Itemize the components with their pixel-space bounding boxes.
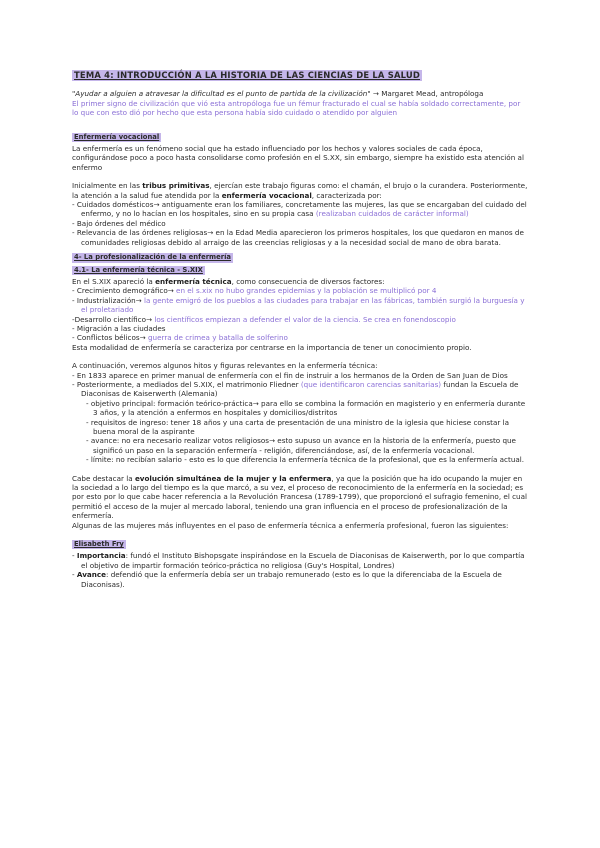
text-run: , ejercían este trabajo figuras como: el chamán, el brujo o la curandera. Posteriormente, la atención a la salud fue atendida por la [72, 181, 528, 200]
list-item: - Migración a las ciudades [72, 323, 166, 333]
list-item [72, 333, 528, 342]
list-item: - Relevancia de las órdenes religiosas→ en la Edad Media aparecieron los primeros hospitales, los que quedaron en manos de comunidades religiosas debido al arraigo de las creencias religiosas y a la necesidad social de mano de obra barata. [72, 228, 524, 247]
bold-term: enfermería técnica [155, 276, 232, 286]
text-run: Inicialmente en las [72, 181, 143, 191]
section-heading-vocacional: Enfermería vocacional [74, 132, 160, 141]
list-item [72, 286, 528, 295]
purple-note: guerra de crimea y batalla de solferino [147, 333, 288, 343]
purple-note: los científicos empiezan a defender el valor de la ciencia. Se crea en fonendoscopio [154, 314, 456, 324]
list-item: - Importancia: fundó el Instituto Bishopsgate inspirándose en la Escuela de Diaconisas de Kaiserwerth, por lo que compartía el objetivo de impartir formación teórico-práctica no religiosa (Guy's Hospital, Londres) [72, 551, 525, 570]
text-run: fundan la Escuela de Diaconisas de Kaiserwerth (Alemania) [81, 379, 519, 399]
list-item [72, 380, 528, 399]
page-title: TEMA 4: INTRODUCCIÓN A LA HISTORIA DE LAS CIENCIAS DE LA SALUD [74, 70, 421, 80]
quote-text: "Ayudar a alguien a atravesar la dificultad es el punto de partida de la civilización" [72, 89, 371, 99]
text-run: - Conflictos bélicos→ [72, 333, 148, 343]
prof-paragraph-1 [72, 277, 528, 286]
section-heading-fry: Elisabeth Fry [74, 540, 124, 549]
text-run: -Desarrollo científico→ [72, 314, 155, 324]
sub-list-item: - límite: no recibían salario - esto es lo que diferencia la enfermería técnica de la profesional, que es la enfermería actual. [86, 455, 525, 465]
bold-term: Importancia [76, 551, 126, 561]
bold-term: Avance [76, 570, 106, 580]
text-run: , como consecuencia de diversos factores: [231, 276, 385, 286]
purple-note: (que identificaron carencias sanitarias) [300, 379, 442, 389]
text-run: : defendió que la enfermería debía ser un trabajo remunerado (esto es lo que la diferenciaba de la Escuela de Diaconisas). [81, 570, 502, 589]
prof-paragraph-2: Esta modalidad de enfermería se caracteriza por centrarse en la importancia de tener un conocimiento propio. [72, 342, 472, 352]
list-item: - Bajo órdenes del médico [72, 218, 166, 228]
intro-quote [72, 89, 528, 98]
text-run: Cabe destacar la [72, 473, 135, 483]
text-run: : fundó el Instituto Bishopsgate inspirándose en la Escuela de Diaconisas de Kaiserwerth, por lo que compartía el objetivo de impartir formación teórico-práctica no religiosa (Guy's Hospital, Londres) [81, 551, 525, 570]
text-run: - Crecimiento demográfico→ [72, 286, 177, 296]
purple-note: en el s.xix no hubo grandes epidemias y la población se multiplicó por 4 [176, 286, 437, 296]
sub-list-item: - requisitos de ingreso: tener 18 años y una carta de presentación de una ministro de la iglesia que hiciese constar la buena moral de la aspirante [86, 417, 509, 436]
text-run: - Posteriormente, a mediados del S.XIX, el matrimonio Fliedner [72, 379, 301, 389]
vocacional-paragraph-2 [72, 181, 528, 200]
text-run: En el S.XIX apareció la [72, 276, 156, 286]
prof-paragraph-4 [72, 474, 528, 521]
purple-note: la gente emigró de los pueblos a las ciudades para trabajar en las fábricas, también surgió la burguesía y el proletariado [81, 295, 525, 315]
text-run: - Industrialización→ [72, 295, 144, 305]
list-item [72, 296, 528, 315]
quote-author: → Margaret Mead, antropóloga [370, 89, 484, 99]
sub-list-item: - avance: no era necesario realizar votos religiosos→ esto supuso un avance en la historia de la enfermería, puesto que significó un paso en la separación enfermería - religión, diferenciándose, así, de la enfermería vocacional. [86, 436, 516, 455]
prof-paragraph-5: Algunas de las mujeres más influyentes en el paso de enfermería técnica a enfermería profesional, fueron las siguientes: [72, 520, 509, 530]
purple-note: (realizaban cuidados de carácter informal) [315, 209, 469, 219]
list-item: - Avance: defendió que la enfermería debía ser un trabajo remunerado (esto es lo que la diferenciaba de la Escuela de Diaconisas). [72, 570, 502, 589]
subsection-heading-tecnica: 4.1- La enfermería técnica - S.XIX [74, 265, 203, 274]
list-item: - En 1833 aparece en primer manual de enfermería con el fin de instruir a los hermanos de la Orden de San Juan de Dios [72, 370, 508, 380]
sub-list-item: - objetivo principal: formación teórico-práctica→ para ello se combina la formación en magisterio y en enfermería durante 3 años, y la atención a enfermos en hospitales y domicilios/distritos [86, 398, 526, 418]
vocacional-paragraph-1: La enfermería es un fenómeno social que ha estado influenciado por los hechos y valores sociales de cada época, configurándose poco a poco hasta consolidarse como profesión en el S.XX, sin embargo, siempre ha existido esta atención al enfermo [72, 144, 524, 172]
text-run: - Cuidados domésticos→ antiguamente eran los familiares, concretamente las mujeres, las que se encargaban del cuidado del enfermo, y no lo hacían en los hospitales, sino en su propia casa [72, 200, 527, 219]
list-item [72, 200, 528, 219]
section-heading-profesionalizacion: 4- La profesionalización de la enfermería [74, 253, 232, 262]
text-run: , caracterizada por: [311, 190, 382, 200]
text-run: , ya que la posición que ha ido ocupando la mujer en la sociedad a lo largo del tiempo es la que marcó, a su vez, el proceso de reconocimiento de la enfermería en la sociedad; es por esto por lo que cabe hacer referencia a la Revolución Francesa (1789-1799), que proporcionó el sufragio femenino, el cual permitió el acceso de la mujer al mercado laboral, teniendo una gran influencia en el proceso de profesionalización de la enfermería. [72, 473, 528, 521]
list-item [72, 315, 528, 324]
intro-note: El primer signo de civilización que vió esta antropóloga fue un fémur fracturado el cual se había soldado correctamente, por lo que con esto dió por hecho que esta persona había sido cuidado o atendido por alguien [72, 98, 521, 118]
bold-term: evolución simultánea de la mujer y la enfermera [134, 473, 332, 483]
prof-paragraph-3: A continuación, veremos algunos hitos y figuras relevantes en la enfermería técnica: [72, 361, 378, 371]
bold-term: enfermería vocacional [221, 190, 312, 200]
bold-term: tribus primitivas [142, 181, 210, 191]
